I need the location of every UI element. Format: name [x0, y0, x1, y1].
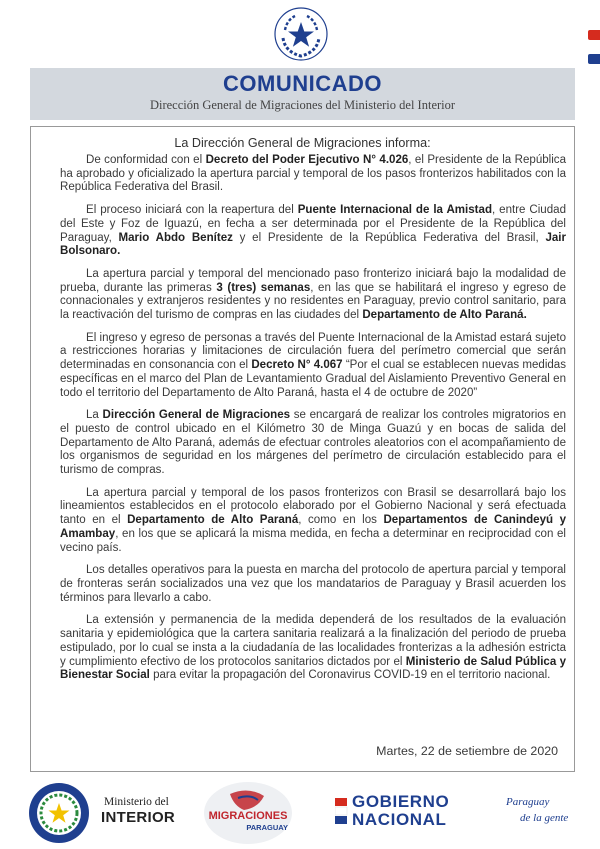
text-run: , en los que se aplicará la misma medida, en fecha a determinar en reciprocidad con el vecino país. [60, 527, 566, 554]
text-run: , como en los [298, 514, 384, 527]
footer-logos [0, 776, 600, 849]
text-run: , en las que se habilitará el ingreso y egreso de connacionales y extranjeros residentes y no residentes en Paraguay, previo control sanitario, para la reactivación del turismo de compras en las ciudades del [60, 281, 567, 322]
bold-text-run: 3 (tres) semanas [216, 281, 311, 294]
text-run: Los detalles operativos para la puesta en marcha del protocolo de apertura parcial y temporal de fronteras serán socializados una vez que los mandatarios de Paraguay y Brasil acuerden los términos para llevarlo a cabo. [60, 564, 566, 604]
national-seal-logo [273, 6, 329, 62]
bold-text-run: Puente Internacional de la Amistad [297, 204, 493, 217]
text-run: El proceso iniciará con la reapertura del [86, 204, 298, 217]
gobierno-flag-icon [335, 796, 349, 826]
paragraphs [60, 154, 566, 692]
bold-text-run: Decreto del Poder Ejecutivo N° 4.026 [205, 154, 409, 166]
body-paragraph [60, 409, 566, 478]
text-run: La extensión y permanencia de la medida dependerá de los resultados de la evaluación sanitaria y epidemiológica que la cartera sanitaria realizará a la finalización del periodo de prueba estipulado, por lo cual se insta a la ciudadanía de las localidades fronterizas a la adhesión estricta y cumplimiento efectivo de los protocolos sanitarios dictados por el [60, 614, 566, 668]
text-run: “Por el cual se establecen nuevas medidas específicas en el marco del Plan de Levantamiento Gradual del Aislamiento Preventivo General en todo el territorio del Departamento de Alto Paraná, hasta el 4 de octubre de 2020” [60, 359, 567, 399]
text-run: , el Presidente de la República ha aprobado y oficializado la apertura parcial y temporal de los pasos fronterizos habilitados con la República Federativa del Brasil. [60, 154, 566, 194]
text-run: La [86, 409, 103, 422]
body-paragraph [60, 564, 566, 605]
body-paragraph [60, 332, 566, 401]
bold-text-run: Dirección General de Migraciones [102, 409, 291, 422]
interior-label: INTERIOR [101, 809, 176, 826]
bold-text-run: Jair Bolsonaro. [60, 231, 566, 258]
text-run: para evitar la propagación del Coronavirus COVID-19 en el territorio nacional. [149, 669, 551, 682]
slogan-de-la-gente: de la gente [520, 812, 569, 824]
text-run: De conformidad con el [86, 154, 206, 166]
text-run: El ingreso y egreso de personas a través del Puente Internacional de la Amistad estará sujeto a restricciones horarias y limitaciones de circulación fuera del perímetro comercial que serán determinadas en consonancia con el [60, 331, 566, 372]
bold-text-run: Departamentos de Canindeyú y Amambay [60, 514, 566, 540]
page-title: COMUNICADO [223, 71, 382, 96]
bold-text-run: Mario Abdo Benítez [118, 231, 233, 244]
ministerio-label: Ministerio del [104, 796, 169, 808]
republic-seal-icon [28, 782, 90, 844]
text-run: y el Presidente de la República Federativa del Brasil, [232, 231, 546, 244]
flag-blue-mark [588, 54, 600, 64]
body-paragraph [60, 487, 566, 556]
flag-red-mark [588, 30, 600, 40]
bold-text-run: Ministerio de Salud Pública y Bienestar Social [60, 655, 566, 682]
bold-text-run: Departamento de Alto Paraná [127, 514, 299, 527]
header-band [30, 68, 575, 120]
text-run: , entre Ciudad del Este y Foz de Iguazú, en fecha a ser determinada por el Presidente de la República del Paraguay, [60, 204, 566, 244]
migraciones-country-label: PARAGUAY [246, 823, 288, 832]
communique-box [30, 126, 575, 772]
bold-text-run: Departamento de Alto Paraná. [362, 309, 527, 322]
text-run: La apertura parcial y temporal del mencionado paso fronterizo iniciará bajo la modalidad de prueba, durante las primeras [60, 267, 566, 294]
slogan-paraguay: Paraguay [506, 796, 550, 808]
body-paragraph [60, 154, 566, 195]
bold-text-run: Decreto N° 4.067 [251, 359, 343, 372]
gobierno-label: GOBIERNO [352, 792, 450, 811]
intro-line: La Dirección General de Migraciones informa: [174, 136, 431, 150]
body-paragraph [60, 614, 566, 683]
migraciones-label: MIGRACIONES [208, 810, 288, 822]
body-paragraph [60, 268, 566, 323]
header-subtitle: Dirección General de Migraciones del Ministerio del Interior [149, 98, 456, 112]
body-paragraph [60, 204, 566, 259]
date-line: Martes, 22 de setiembre de 2020 [376, 744, 558, 758]
nacional-label: NACIONAL [352, 810, 447, 829]
text-run: se encargará de realizar los controles migratorios en el puesto de control ubicado en el Kilómetro 30 de Minga Guazú y en bocas de salida del Departamento de Alto Paraná, además de efectuar controles aleatorios con el acompañamiento de los organismos de seguridad en los márgenes del perímetro de circulación establecido para el turismo de compras. [60, 409, 566, 477]
text-run: La apertura parcial y temporal de los pasos fronterizos con Brasil se desarrollará bajo los lineamientos establecidos en el protocolo elaborado por el Gobierno Nacional y será efectuada tanto en el [60, 486, 566, 527]
